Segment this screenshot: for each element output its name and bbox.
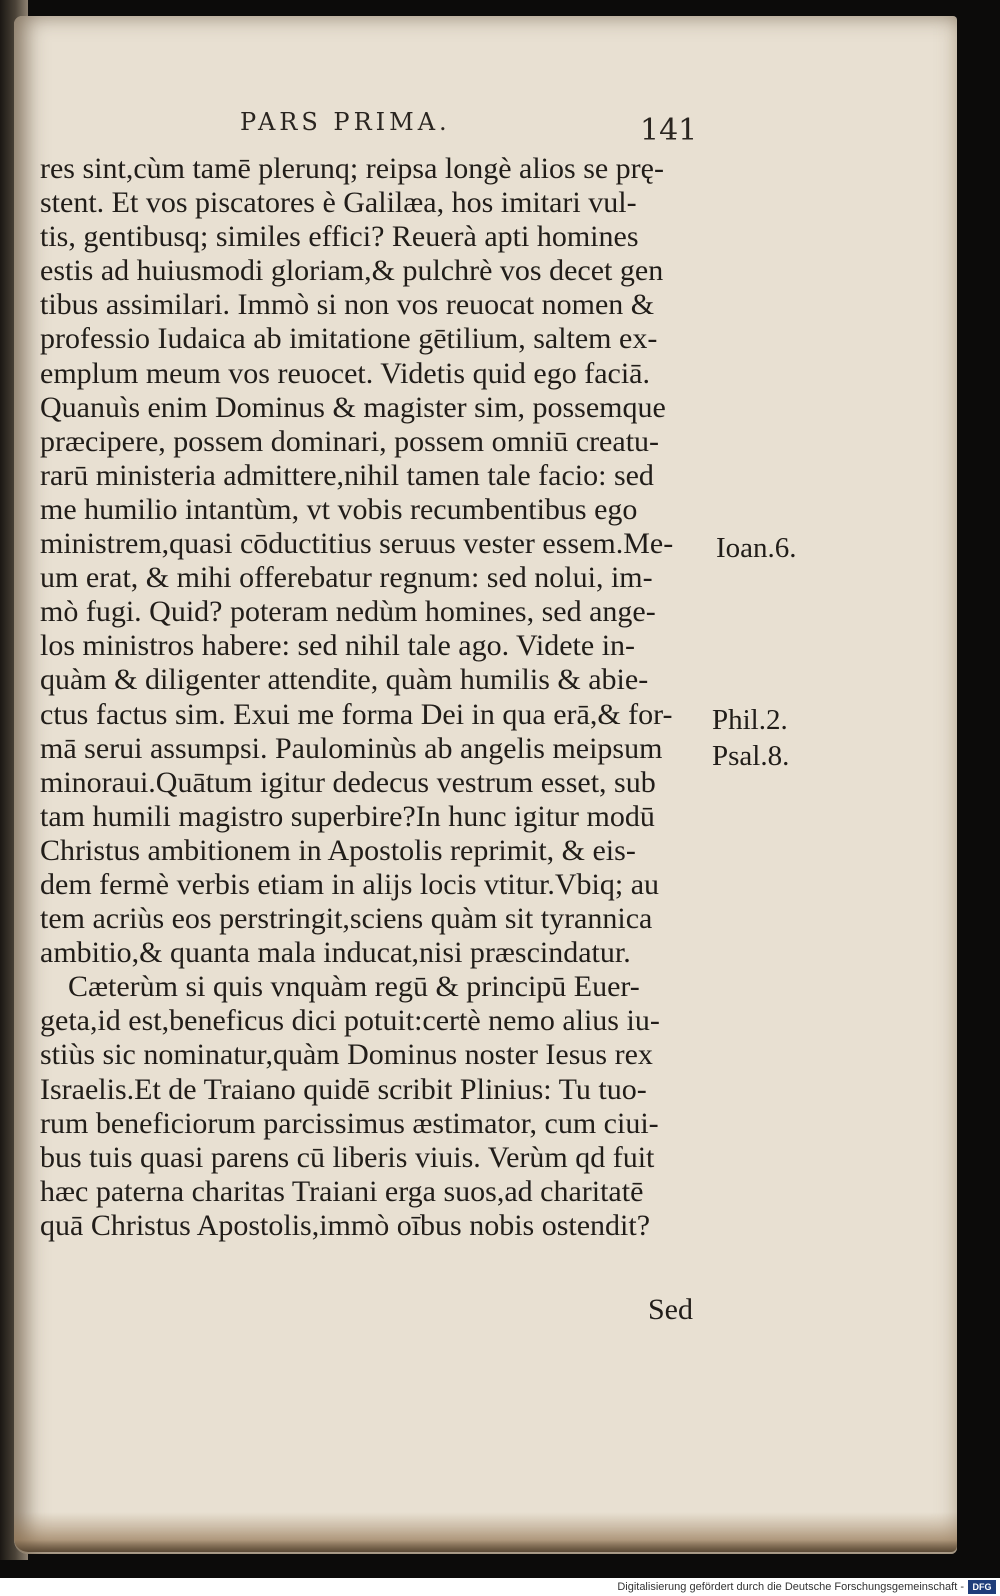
footer-credit: Digitalisierung gefördert durch die Deutsche Forschungsgemeinschaft - <box>617 1581 964 1593</box>
text-line: ministrem,quasi cōductitius seruus vester essem.Me- <box>40 527 674 561</box>
text-line: res sint,cùm tamē plerunq; reipsa longè alios se prę- <box>40 152 664 185</box>
text-line: tibus assimilari. Immò si non vos reuocat nomen & <box>40 288 655 322</box>
text-line: bus tuis quasi parens cū liberis viuis. Verùm qd fuit <box>40 1140 655 1174</box>
text-line: tis, gentibusq; similes effici? Reuerà apti homines <box>40 220 639 254</box>
text-line: me humilio intantùm, vt vobis recumbentibus ego <box>40 492 638 526</box>
text-line: rarū ministeria admittere,nihil tamen tale facio: sed <box>40 458 654 492</box>
text-line: ambitio,& quanta mala inducat,nisi præscindatur. <box>40 936 631 970</box>
text-line: emplum meum vos reuocet. Videtis quid ego faciā. <box>40 356 650 390</box>
margin-note: Psal.8. <box>712 740 790 772</box>
margin-note: Ioan.6. <box>716 532 797 564</box>
text-line: Christus ambitionem in Apostolis reprimit, & eis- <box>40 833 636 867</box>
text-line: stiùs sic nominatur,quàm Dominus noster Iesus rex <box>40 1038 653 1072</box>
catchword: Sed <box>648 1293 693 1326</box>
text-line: dem fermè verbis etiam in alijs locis vtitur.Vbiq; au <box>40 867 660 901</box>
text-line: estis ad huiusmodi gloriam,& pulchrè vos decet gen <box>40 254 664 288</box>
text-line: geta,id est,beneficus dici potuit:certè nemo alius iu- <box>40 1004 660 1038</box>
text-line: minoraui.Quātum igitur dedecus vestrum esset, sub <box>40 765 656 799</box>
text-line: mò fugi. Quid? poteram nedùm homines, sed ange- <box>40 595 656 629</box>
text-line: Quanuìs enim Dominus & magister sim, possemque <box>40 390 666 424</box>
text-line: professio Iudaica ab imitatione gētilium, saltem ex- <box>40 322 658 356</box>
body-text <box>40 152 700 1243</box>
text-line: quàm & diligenter attendite, quàm humilis & abie- <box>40 663 649 697</box>
text-line: rum beneficiorum parcissimus æstimator, cum ciui- <box>40 1106 659 1140</box>
running-head: PARS PRIMA. <box>240 108 451 136</box>
text-line: stent. Et vos piscatores è Galilæa, hos imitari vul- <box>40 186 637 220</box>
text-line: quā Christus Apostolis,immò oībus nobis ostendit? <box>40 1208 651 1242</box>
page-edge <box>14 1512 957 1552</box>
text-line: ctus factus sim. Exui me forma Dei in qua erā,& for- <box>40 697 673 731</box>
text-line: tem acriùs eos perstringit,sciens quàm sit tyrannica <box>40 902 653 936</box>
text-line: tam humili magistro superbire?In hunc igitur modū <box>40 799 655 833</box>
text-line: Cæterùm si quis vnquàm regū & principū Euer- <box>68 970 640 1004</box>
text-line: mā serui assumpsi. Paulominùs ab angelis meipsum <box>40 731 663 765</box>
margin-note: Phil.2. <box>712 704 788 736</box>
text-line: hæc paterna charitas Traiani erga suos,ad charitatē <box>40 1174 644 1208</box>
text-line: Israelis.Et de Traiano quidē scribit Plinius: Tu tuo- <box>40 1072 647 1106</box>
text-line: um erat, & mihi offerebatur regnum: sed nolui, im- <box>40 561 653 595</box>
text-line: los ministros habere: sed nihil tale ago. Videte in- <box>40 629 636 663</box>
page-number: 141 <box>640 113 698 148</box>
dfg-logo-icon: DFG <box>968 1580 996 1594</box>
text-line: præcipere, possem dominari, possem omniū creatu- <box>40 424 660 458</box>
